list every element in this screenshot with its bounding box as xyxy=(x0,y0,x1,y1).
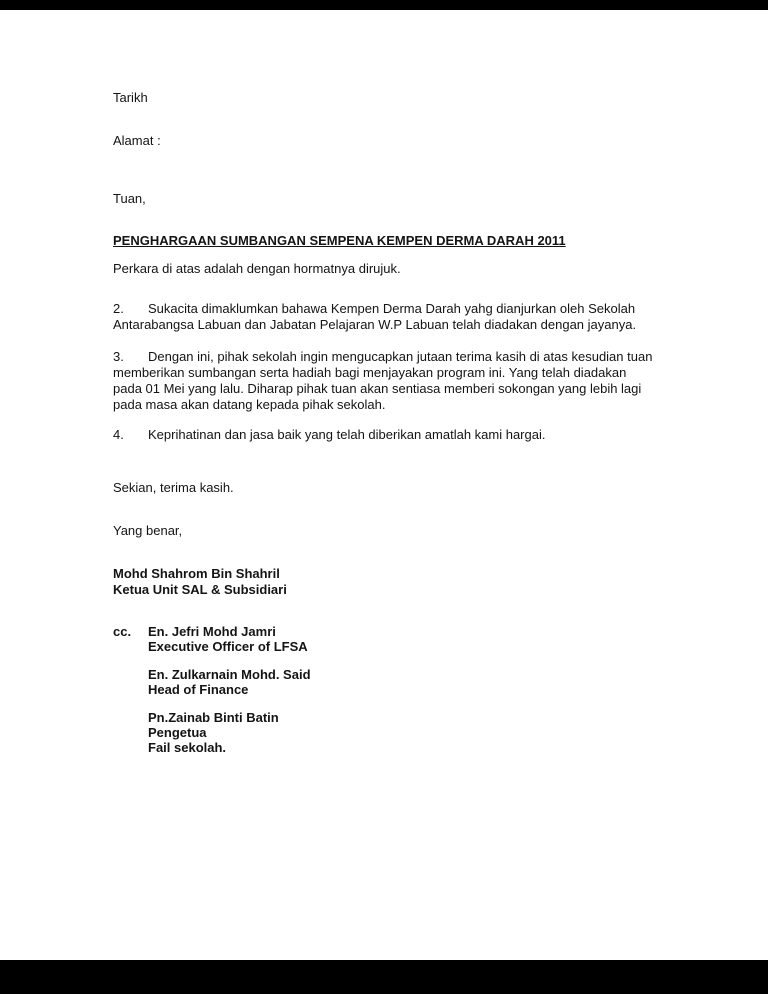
paragraph-3-number: 3. xyxy=(113,349,124,364)
cc-entry-3-note: Fail sekolah. xyxy=(148,740,227,755)
cc-entry-1 xyxy=(148,624,658,654)
cc-label: cc. xyxy=(113,624,132,639)
cc-entries xyxy=(148,624,658,755)
signer-name: Mohd Shahrom Bin Shahril xyxy=(113,566,280,581)
cc-entry-2-title: Head of Finance xyxy=(148,682,249,697)
cc-entry-3 xyxy=(148,710,658,755)
paragraph-2-text: Sukacita dimaklumkan bahawa Kempen Derma Darah yahg dianjurkan oleh Sekolah Antarabangsa Labuan dan Jabatan Pelajaran W.P Labuan telah diadakan dengan jayanya. xyxy=(113,301,637,332)
signoff-line: Yang benar, xyxy=(113,523,183,538)
paragraph-2 xyxy=(113,301,658,333)
cc-block xyxy=(113,624,658,755)
closing-line: Sekian, terima kasih. xyxy=(113,480,234,495)
paragraph-4-number: 4. xyxy=(113,427,124,442)
address-label: Alamat : xyxy=(113,133,161,148)
paragraph-3-text: Dengan ini, pihak sekolah ingin mengucapkan jutaan terima kasih di atas kesudian tuan memberikan sumbangan serta hadiah bagi menjayakan program ini. Yang telah diadakan pada 01 Mei yang lalu. Diharap pihak tuan akan sentiasa memberi sokongan yang lebih lagi pada masa akan datang kepada pihak sekolah. xyxy=(113,349,653,412)
cc-entry-1-name: En. Jefri Mohd Jamri xyxy=(148,624,276,639)
signer-title: Ketua Unit SAL & Subsidiari xyxy=(113,582,287,597)
paragraph-2-number: 2. xyxy=(113,301,124,316)
date-label: Tarikh xyxy=(113,90,148,105)
cc-entry-1-title: Executive Officer of LFSA xyxy=(148,639,308,654)
salutation: Tuan, xyxy=(113,191,146,206)
page-top-border xyxy=(0,0,768,10)
signature-block xyxy=(113,566,658,598)
subject-heading: PENGHARGAAN SUMBANGAN SEMPENA KEMPEN DERMA DARAH 2011 xyxy=(113,233,566,248)
page-bottom-border xyxy=(0,960,768,994)
letter-document xyxy=(113,90,658,755)
paragraph-4-text: Keprihatinan dan jasa baik yang telah diberikan amatlah kami hargai. xyxy=(148,427,546,442)
paragraph-3 xyxy=(113,349,658,413)
paragraph-4 xyxy=(113,427,658,443)
cc-entry-3-title: Pengetua xyxy=(148,725,207,740)
intro-line: Perkara di atas adalah dengan hormatnya dirujuk. xyxy=(113,261,401,276)
cc-entry-3-name: Pn.Zainab Binti Batin xyxy=(148,710,279,725)
cc-entry-2-name: En. Zulkarnain Mohd. Said xyxy=(148,667,311,682)
cc-entry-2 xyxy=(148,667,658,697)
